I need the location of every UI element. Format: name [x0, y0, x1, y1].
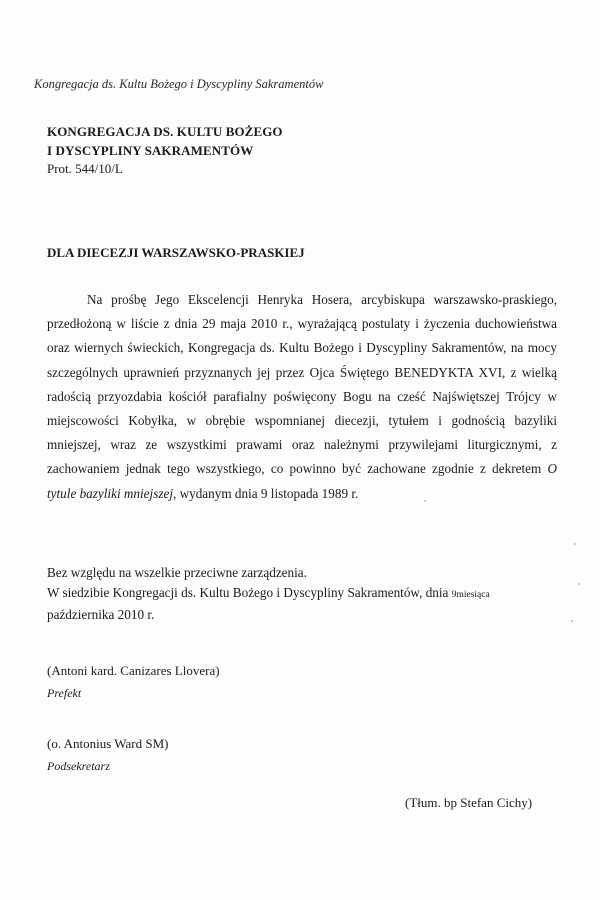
signature-undersecretary [47, 733, 169, 777]
closing-location-text: W siedzibie Kongregacji ds. Kultu Bożego i Dyscypliny Sakramentów, dnia [47, 585, 449, 600]
signature-prefect-role: Prefekt [47, 686, 82, 700]
signature-undersecretary-name: (o. Antonius Ward SM) [47, 736, 169, 751]
translator-note: (Tłum. bp Stefan Cichy) [405, 795, 533, 810]
closing-block [47, 563, 567, 625]
congregation-line-2: I DYSCYPLINY SAKRAMENTÓW [47, 143, 254, 158]
decree-title-italic: O tytule bazyliki mniejszej [47, 461, 557, 501]
signature-prefect [47, 660, 220, 704]
decree-text-part-2: , wydanym dnia 9 listopada 1989 r. [172, 485, 359, 501]
closing-line-1: Bez względu na wszelkie przeciwne zarządzenia. [47, 565, 307, 580]
speck [571, 620, 573, 622]
speck [578, 583, 580, 585]
protocol-number: Prot. 544/10/L [47, 161, 123, 176]
header-congregation-italic: Kongregacja ds. Kultu Bożego i Dyscypliny Sakramentów [34, 77, 324, 91]
closing-line-3: października 2010 r. [47, 607, 155, 622]
signature-undersecretary-role: Podsekretarz [47, 759, 110, 773]
decree-text-part-1: Na prośbę Jego Ekscelencji Henryka Hosera, arcybiskupa warszawsko-praskiego, przedłożoną w liście z dnia 29 maja 2010 r., wyrażającą postulaty i życzenia duchowieństwa oraz wiernych świeckich, Kongregacja ds. Kultu Bożego i Dyscypliny Sakramentów, na mocy szczególnych uprawnień przyznanych jej przez Ojca Świętego BENEDYKTA XVI, z wielką radością przyozdabia kościół parafialny poświęcony Bogu na cześć Najświętszej Trójcy w miejscowości Kobyłka, w obrębie wspomnianej diecezji, tytułem i godnością bazyliki mniejszej, wraz ze wszystkimi prawami oraz należnymi przywilejami liturgicznymi, z zachowaniem jednak tego wszystkiego, co powinno być zachowane zgodnie z dekretem [47, 292, 557, 477]
decree-body [47, 288, 557, 506]
congregation-line-1: KONGREGACJA DS. KULTU BOŻEGO [47, 124, 283, 139]
addressee-heading: DLA DIECEZJI WARSZAWSKO-PRASKIEJ [47, 245, 305, 260]
speck [424, 500, 426, 502]
closing-day-note: 9miesiąca [451, 590, 490, 600]
signature-prefect-name: (Antoni kard. Canizares Llovera) [47, 663, 220, 678]
congregation-heading [47, 122, 283, 160]
closing-line-2 [47, 583, 567, 605]
speck [574, 543, 576, 545]
